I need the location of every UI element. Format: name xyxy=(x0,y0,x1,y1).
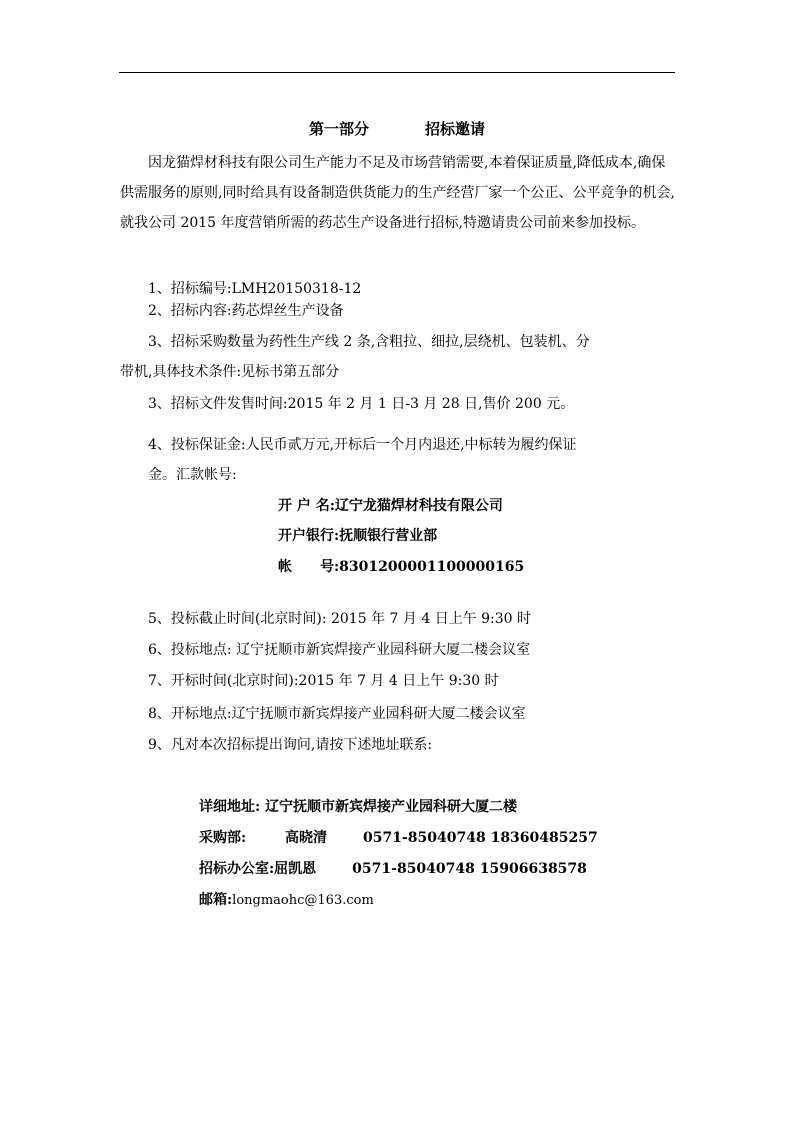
item-2: 2、招标内容:药芯焊丝生产设备 xyxy=(148,303,344,319)
account-rest: 号:8301200001100000165 xyxy=(320,559,525,575)
header-rule xyxy=(119,72,675,73)
office-phones: 0571-85040748 15906638578 xyxy=(352,861,587,877)
account-label: 帐 xyxy=(278,559,292,575)
office-label: 招标办公室: xyxy=(199,861,275,877)
item-6: 6、投标地点: 辽宁抚顺市新宾焊接产业园科研大厦二楼会议室 xyxy=(148,642,531,658)
bank-account-number xyxy=(278,556,524,576)
item-5: 5、投标截止时间(北京时间): 2015 年 7 月 4 日上午 9:30 时 xyxy=(148,611,532,627)
item-9: 9、凡对本次招标提出询问,请按下述地址联系: xyxy=(148,737,433,753)
purchasing-label: 采购部: xyxy=(199,830,247,846)
intro-paragraph: 因龙猫焊材科技有限公司生产能力不足及市场营销需要,本着保证质量,降低成本,确保供需服务的原则,同时给具有设备制造供货能力的生产经营厂家一个公正、公平竞争的机会,就我公司 2015 年度营销所需的药芯生产设备进行招标,特邀请贵公司前来参加投标。 xyxy=(120,155,675,231)
contact-email xyxy=(199,889,374,909)
email-address: longmaohc@163.com xyxy=(232,893,374,908)
purchasing-phones: 0571-85040748 18360485257 xyxy=(363,830,598,846)
contact-purchasing xyxy=(199,827,598,847)
email-label: 邮箱: xyxy=(199,892,233,908)
title-name: 招标邀请 xyxy=(425,120,486,138)
item-4b: 金。汇款帐号: xyxy=(148,467,237,483)
title-part: 第一部分 xyxy=(308,120,369,138)
bank-name: 开户银行:抚顺银行营业部 xyxy=(278,528,438,544)
item-3b: 带机,具体技术条件:见标书第五部分 xyxy=(120,364,340,380)
contact-address: 详细地址: 辽宁抚顺市新宾焊接产业园科研大厦二楼 xyxy=(199,799,518,815)
office-name: 屈凯恩 xyxy=(274,861,317,877)
item-3c: 3、招标文件发售时间:2015 年 2 月 1 日-3 月 28 日,售价 200 元。 xyxy=(148,396,575,412)
item-8: 8、开标地点:辽宁抚顺市新宾焊接产业园科研大厦二楼会议室 xyxy=(148,706,526,722)
section-title xyxy=(0,118,794,139)
bank-account-name: 开 户 名:辽宁龙猫焊材科技有限公司 xyxy=(278,498,503,514)
contact-office xyxy=(199,858,587,878)
item-3a: 3、招标采购数量为药性生产线 2 条,含粗拉、细拉,层绕机、包装机、分 xyxy=(148,334,590,350)
item-4a: 4、投标保证金:人民币贰万元,开标后一个月内退还,中标转为履约保证 xyxy=(148,437,577,453)
purchasing-name: 高晓清 xyxy=(285,830,327,846)
item-1: 1、招标编号:LMH20150318-12 xyxy=(148,281,362,297)
item-7: 7、开标时间(北京时间):2015 年 7 月 4 日上午 9:30 时 xyxy=(148,673,499,689)
